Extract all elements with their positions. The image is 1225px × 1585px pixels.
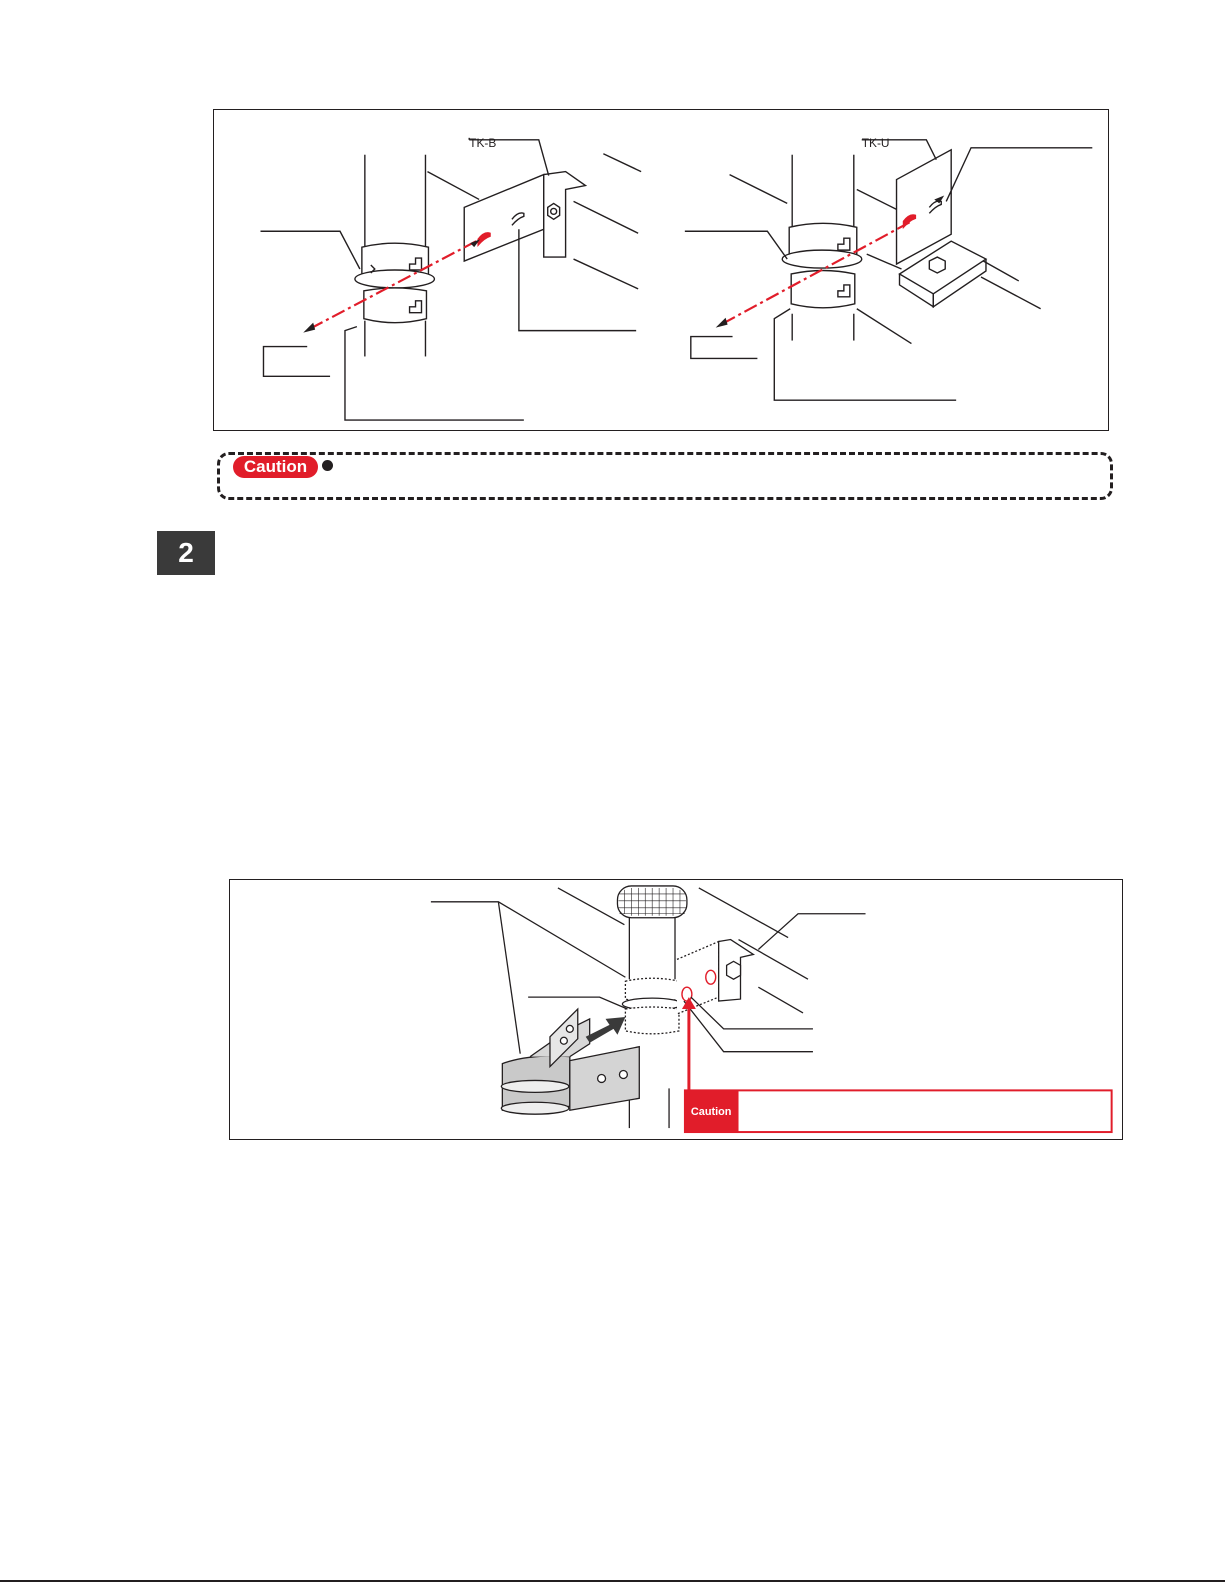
push-arrow-icon	[586, 1017, 626, 1043]
installed-clamp	[622, 942, 718, 1034]
right-pipe	[782, 155, 862, 341]
page-bottom-rule	[0, 1580, 1225, 1582]
caution-note-box	[217, 452, 1113, 500]
bracket-label-tku: TK-U	[861, 135, 890, 150]
step-number-badge: 2	[157, 531, 215, 575]
caution-bullet	[322, 460, 333, 471]
left-bracket-tkb	[464, 172, 585, 261]
figure-caution-callout	[685, 1090, 1112, 1132]
figure-pipe-bracket-alignment	[213, 109, 1109, 431]
caution-badge: Caution	[233, 456, 318, 478]
left-pipe	[355, 155, 435, 357]
bracket-label-tkb: TK-B	[469, 135, 497, 150]
right-bracket-tku	[897, 150, 986, 307]
figure-caution-label: Caution	[690, 1106, 732, 1119]
figure-clamp-attachment	[229, 879, 1123, 1140]
